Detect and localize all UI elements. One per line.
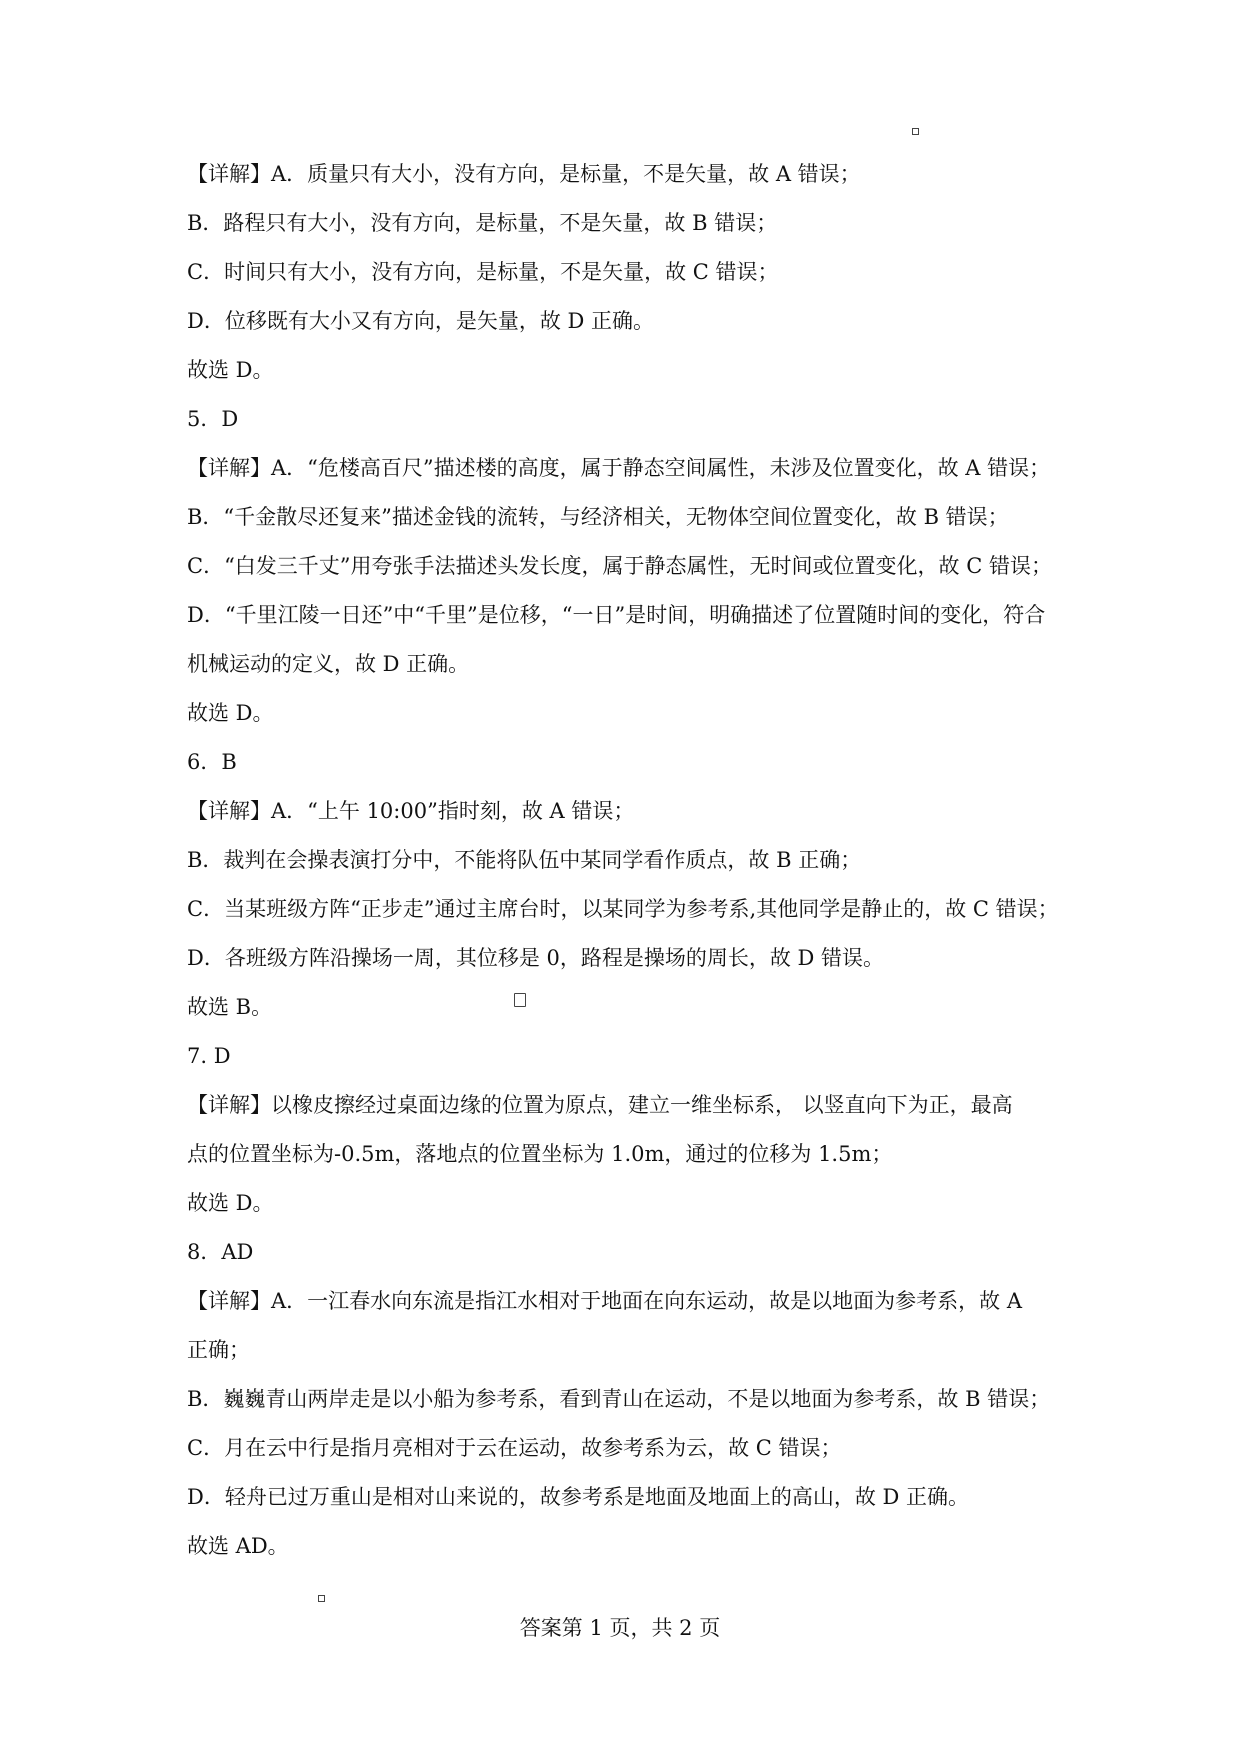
text-line: D．“千里江陵一日还”中“千里”是位移，“一日”是时间，明确描述了位置随时间的变化，符合	[187, 603, 1046, 627]
small-square-mark	[912, 128, 919, 135]
text-line: 【详解】A．一江春水向东流是指江水相对于地面在向东运动，故是以地面为参考系，故 A	[187, 1289, 1023, 1313]
page-footer: 答案第 1 页，共 2 页	[519, 1616, 721, 1640]
text-line: 故选 AD。	[187, 1534, 289, 1558]
question-answer: 6．B	[187, 750, 237, 774]
text-line: D．位移既有大小又有方向，是矢量，故 D 正确。	[187, 309, 655, 333]
text-line: 故选 B。	[187, 995, 273, 1019]
text-line: 【详解】A．质量只有大小，没有方向，是标量，不是矢量，故 A 错误；	[187, 162, 861, 186]
text-line: C．当某班级方阵“正步走”通过主席台时，以某同学为参考系,其他同学是静止的，故 C 错误；	[187, 897, 1059, 921]
text-line: 【详解】A．“上午 10:00”指时刻，故 A 错误；	[187, 799, 635, 823]
text-line: 故选 D。	[187, 358, 274, 382]
text-line: 正确；	[187, 1338, 250, 1362]
text-line: C．时间只有大小，没有方向，是标量，不是矢量，故 C 错误；	[187, 260, 779, 284]
text-line: 点的位置坐标为-0.5m，落地点的位置坐标为 1.0m，通过的位移为 1.5m；	[187, 1142, 893, 1166]
text-line: B．裁判在会操表演打分中，不能将队伍中某同学看作质点，故 B 正确；	[187, 848, 862, 872]
text-line: B．“千金散尽还复来”描述金钱的流转，与经济相关，无物体空间位置变化，故 B 错误；	[187, 505, 1009, 529]
text-line: 故选 D。	[187, 1191, 274, 1215]
question-answer: 8．AD	[187, 1240, 254, 1264]
question-answer: 5．D	[187, 407, 239, 431]
question-answer: 7. D	[187, 1044, 231, 1068]
text-line: C．月在云中行是指月亮相对于云在运动，故参考系为云，故 C 错误；	[187, 1436, 842, 1460]
text-line: D．轻舟已过万重山是相对山来说的，故参考系是地面及地面上的高山，故 D 正确。	[187, 1485, 970, 1509]
answer-content	[187, 150, 1087, 1571]
text-line: 机械运动的定义，故 D 正确。	[187, 652, 470, 676]
text-line: 故选 D。	[187, 701, 274, 725]
text-line: B．路程只有大小，没有方向，是标量，不是矢量，故 B 错误；	[187, 211, 778, 235]
text-line: D．各班级方阵沿操场一周，其位移是 0，路程是操场的周长，故 D 错误。	[187, 946, 885, 970]
small-square-mark	[318, 1595, 325, 1602]
text-line: B．巍巍青山两岸走是以小船为参考系，看到青山在运动，不是以地面为参考系，故 B 错误；	[187, 1387, 1051, 1411]
text-line: 【详解】A．“危楼高百尺”描述楼的高度，属于静态空间属性，未涉及位置变化，故 A 错误；	[187, 456, 1051, 480]
text-line: 【详解】以橡皮擦经过桌面边缘的位置为原点，建立一维坐标系， 以竖直向下为正，最高	[187, 1093, 1013, 1117]
text-line: C．“白发三千丈”用夸张手法描述头发长度，属于静态属性，无时间或位置变化，故 C 错误；	[187, 554, 1052, 578]
